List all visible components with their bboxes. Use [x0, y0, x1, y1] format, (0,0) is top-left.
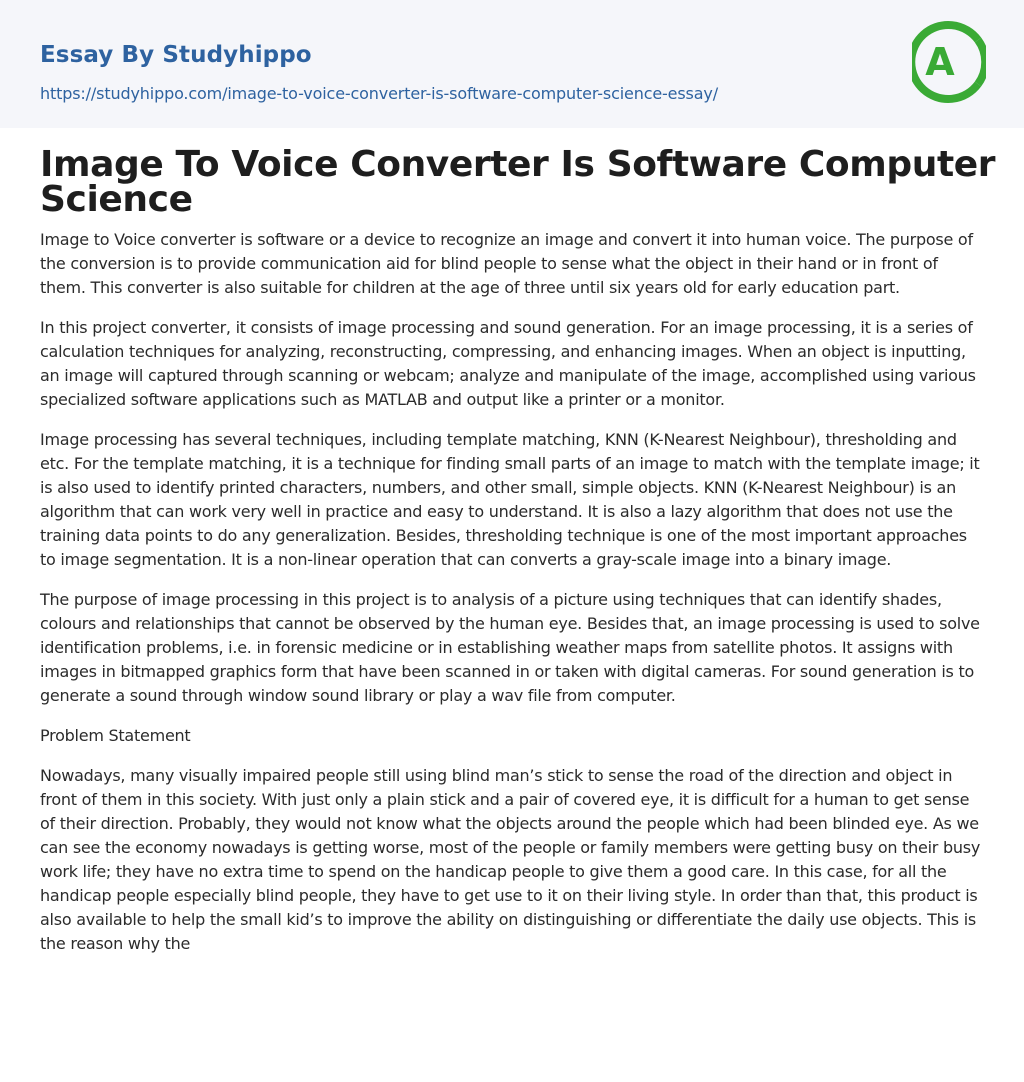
logo-letter: A	[925, 40, 955, 84]
source-url-link[interactable]: https://studyhippo.com/image-to-voice-converter-is-software-computer-science-essay/	[40, 84, 718, 103]
site-header	[0, 0, 1024, 128]
site-brand[interactable]: Essay By Studyhippo	[40, 42, 312, 68]
article-body	[40, 228, 986, 972]
paragraph-4: The purpose of image processing in this project is to analysis of a picture using techniques that can identify shades, colours and relationships that cannot be observed by the human eye. Besides that, an image processing is used to solve identification problems, i.e. in forensic medicine or in establishing weather maps from satellite photos. It assigns with images in bitmapped graphics form that have been scanned in or taken with digital cameras. For sound generation is to generate a sound through window sound library or play a wav file from computer.	[40, 590, 980, 705]
paragraph-3: Image processing has several techniques, including template matching, KNN (K-Nearest Neighbour), thresholding and etc. For the template matching, it is a technique for finding small parts of an image to match with the template image; it is also used to identify printed characters, numbers, and other small, simple objects. KNN (K-Nearest Neighbour) is an algorithm that can work very well in practice and easy to understand. It is also a lazy algorithm that does not use the training data points to do any generalization. Besides, thresholding technique is one of the most important approaches to image segmentation. It is a non-linear operation that can converts a gray-scale image into a binary image.	[40, 430, 980, 569]
paragraph-2: In this project converter, it consists of image processing and sound generation. For an image processing, it is a series of calculation techniques for analyzing, reconstructing, compressing, and enhancing images. When an object is inputting, an image will captured through scanning or webcam; analyze and manipulate of the image, accomplished using various specialized software applications such as MATLAB and output like a printer or a monitor.	[40, 318, 976, 409]
studyhippo-logo-icon[interactable]	[912, 19, 986, 105]
paragraph-5: Nowadays, many visually impaired people still using blind man’s stick to sense the road of the direction and object in front of them in this society. With just only a plain stick and a pair of covered eye, it is difficult for a human to get sense of their direction. Probably, they would not know what the objects around the people which had been blinded eye. As we can see the economy nowadays is getting worse, most of the people or family members were getting busy on their busy work life; they have no extra time to spend on the handicap people to give them a good care. In this case, for all the handicap people especially blind people, they have to get use to it on their living style. In order than that, this product is also available to help the small kid’s to improve the ability on distinguishing or differentiate the daily use objects. This is the reason why the	[40, 766, 981, 953]
paragraph-1: Image to Voice converter is software or a device to recognize an image and convert it into human voice. The purpose of the conversion is to provide communication aid for blind people to sense what the object in their hand or in front of them. This converter is also suitable for children at the age of three until six years old for early education part.	[40, 230, 973, 297]
article-title: Image To Voice Converter Is Software Computer Science	[40, 144, 996, 220]
section-heading-problem-statement: Problem Statement	[40, 726, 191, 745]
